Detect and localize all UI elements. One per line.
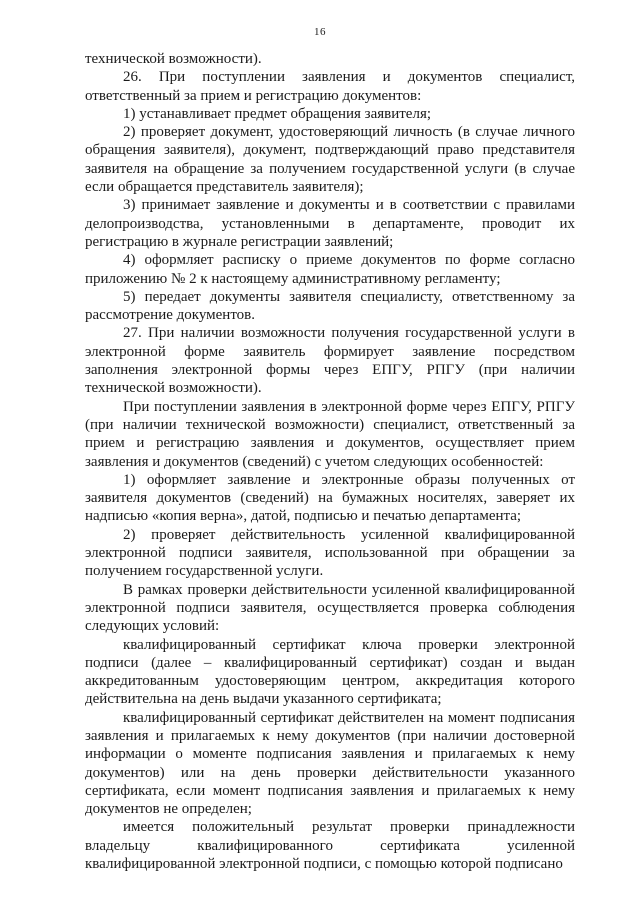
paragraph-26: 26. При поступлении заявления и документов специалист, ответственный за прием и регистрацию документов: — [85, 69, 575, 104]
paragraph-continuation: технической возможности). — [85, 51, 262, 67]
document-body — [85, 50, 575, 873]
paragraph-26-item-1: 1) устанавливает предмет обращения заявителя; — [123, 105, 432, 122]
paragraph-27: 27. При наличии возможности получения государственной услуги в электронной форме заявитель формирует заявление посредством заполнения электронной формы через ЕПГУ, РПГУ (при наличии технической возможности). — [85, 325, 575, 397]
paragraph-condition-2: квалифицированный сертификат действителен на момент подписания заявления и прилагаемых к нему документов (при наличии достоверной информации о моменте подписания заявления и прилагаемых к нему документов) или на день проверки действительности указанного сертификата, если момент подписания заявления и прилагаемых к нему документов не определен; — [85, 709, 575, 818]
page-number: 16 — [314, 26, 326, 38]
paragraph-26-item-4: 4) оформляет расписку о приеме документов по форме согласно приложению № 2 к настоящему административному регламенту; — [85, 252, 575, 287]
paragraph-26-item-2: 2) проверяет документ, удостоверяющий личность (в случае личного обращения заявителя), документ, подтверждающий право представителя заявителя на обращение за получением государственной услуги (в случае если обращается представитель заявителя); — [85, 124, 575, 196]
paragraph-26-item-5: 5) передает документы заявителя специалисту, ответственному за рассмотрение документов. — [85, 288, 575, 324]
paragraph-electronic-item-1: 1) оформляет заявление и электронные образы полученных от заявителя документов (сведений) на бумажных носителях, заверяет их надписью «копия верна», датой, подписью и печатью департамента; — [85, 471, 575, 525]
paragraph-signature-check: В рамках проверки действительности усиленной квалифицированной электронной подписи заявителя, осуществляется проверка соблюдения следующих условий: — [85, 581, 575, 635]
paragraph-condition-3: имеется положительный результат проверки принадлежности владельцу квалифицированного сертификата усиленной квалифицированной электронной подписи, с помощью которой подписано — [85, 819, 575, 873]
paragraph-26-item-3: 3) принимает заявление и документы и в соответствии с правилами делопроизводства, установленными в департаменте, проводит их регистрацию в журнале регистрации заявлений; — [85, 197, 575, 250]
paragraph-electronic-item-2: 2) проверяет действительность усиленной квалифицированной электронной подписи заявителя, использованной при обращении за получением государственной услуги. — [85, 526, 575, 580]
paragraph-condition-1: квалифицированный сертификат ключа проверки электронной подписи (далее – квалифицированный сертификат) создан и выдан аккредитованным удостоверяющим центром, аккредитация которого действительна на день выдачи указанного сертификата; — [85, 636, 575, 708]
paragraph-electronic-intake: При поступлении заявления в электронной форме через ЕПГУ, РПГУ (при наличии технической возможности) специалист, ответственный за прием и регистрацию заявления и документов, осуществляет прием заявления и документов (сведений) с учетом следующих особенностей: — [85, 398, 575, 470]
